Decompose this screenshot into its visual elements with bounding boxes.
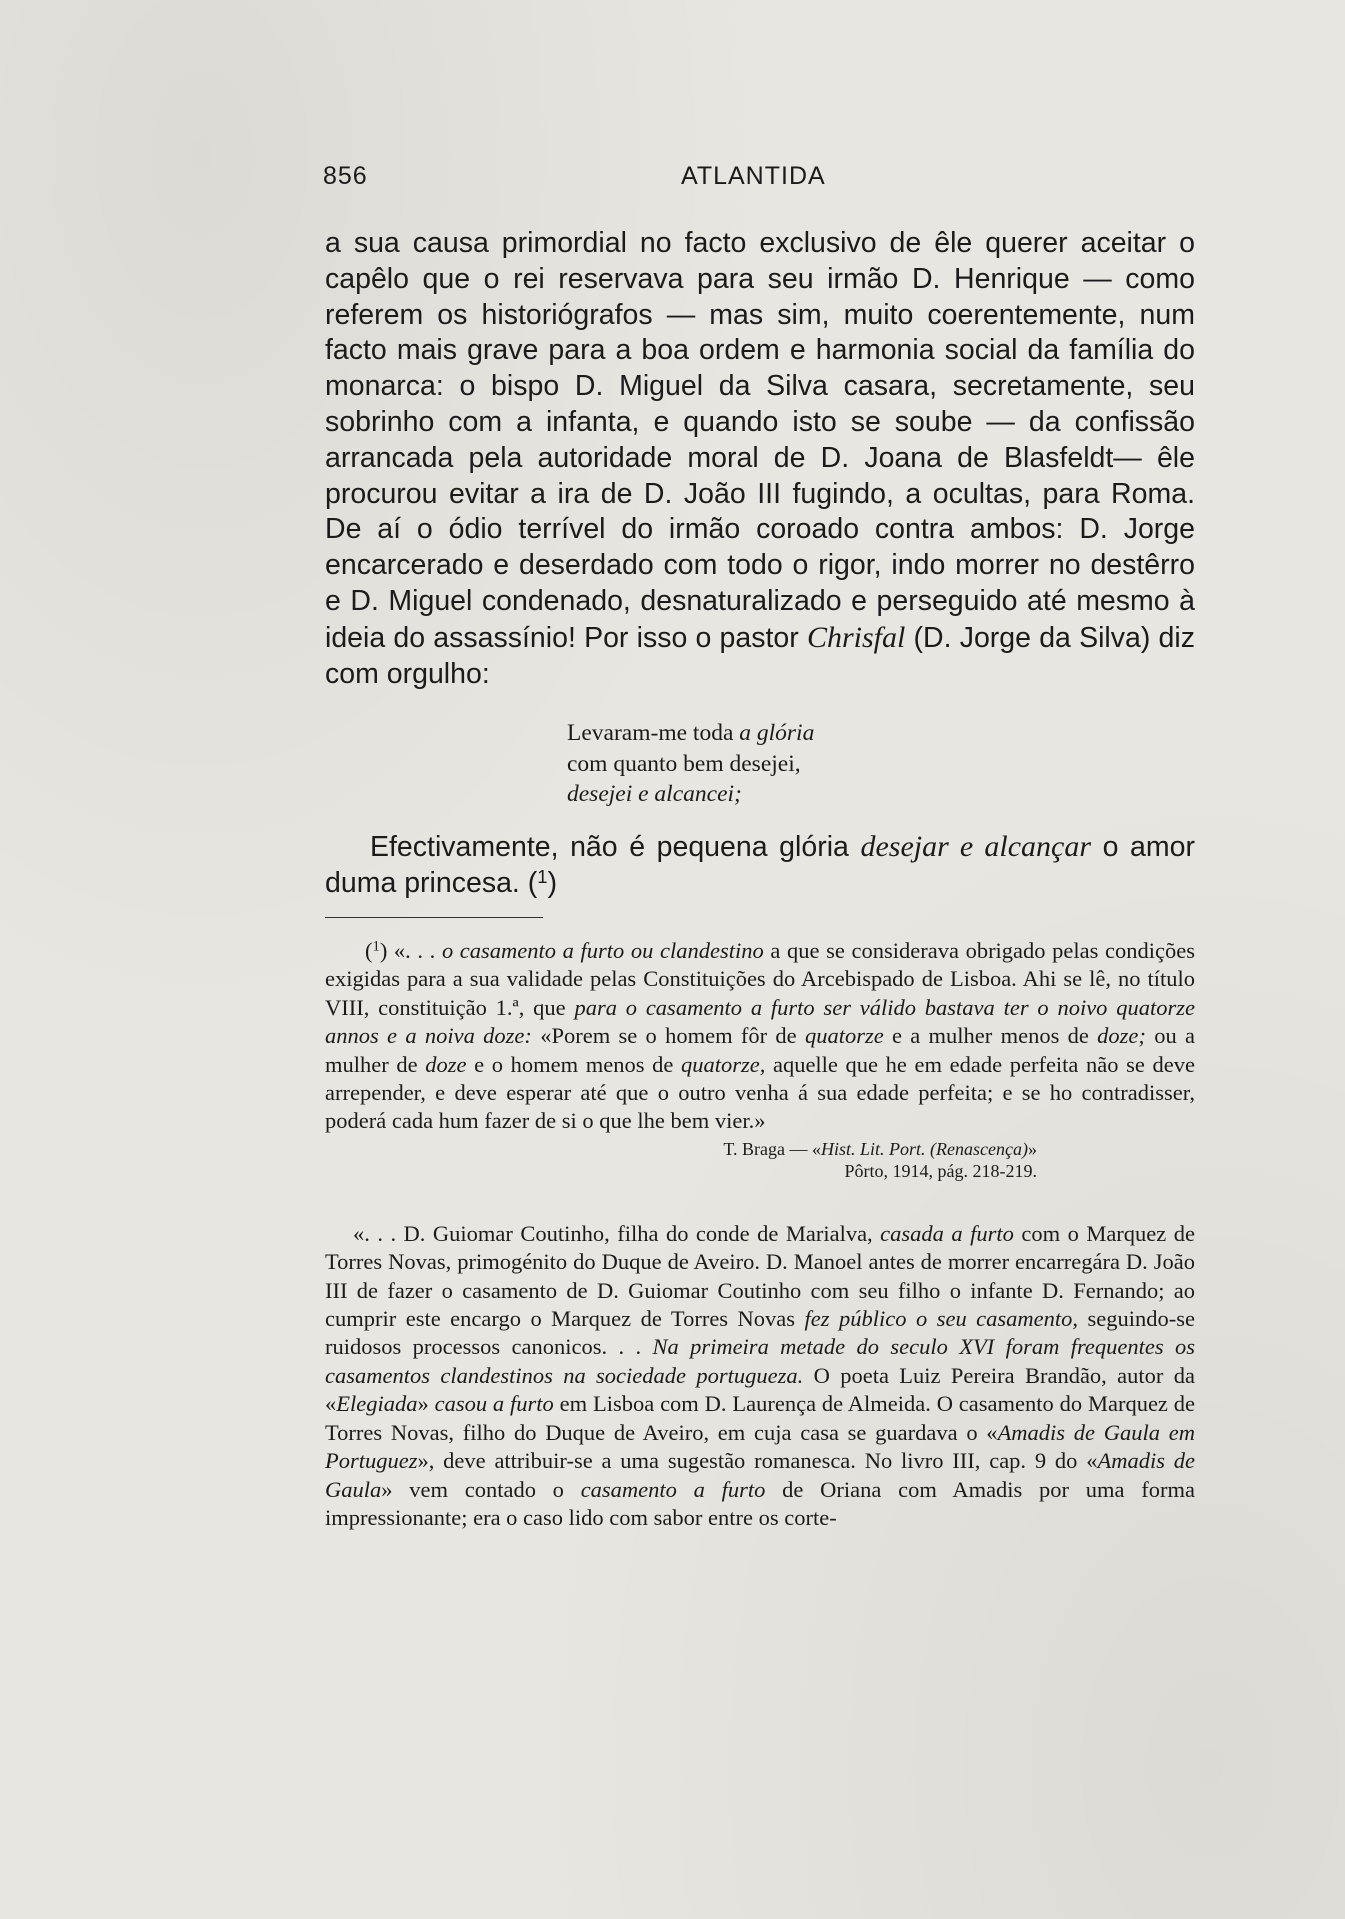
- verse-line-1-text: Levaram-me toda: [567, 720, 740, 746]
- fn2-s7: » vem contado o: [381, 1476, 581, 1502]
- fn1-i5: doze: [425, 1051, 467, 1077]
- fn1-i3: quatorze: [804, 1023, 884, 1049]
- page-number: 856: [323, 162, 368, 190]
- citation-work: Hist. Lit. Port. (Renascença): [821, 1138, 1028, 1159]
- page-header: [323, 162, 1198, 192]
- fn1-s0: ) «. . .: [379, 938, 442, 963]
- fn2-s5: em Lisboa com D. Laurença de Almeida. O casamento do Marquez de Torres Novas, filho do Duque de Aveiro, em cuja casa se guardava o «: [325, 1391, 1195, 1445]
- fn1-s6: aquelle que he em edade perfeita não se deve arrepender, e deve esperar até que o outro venha á sua edade perfeita; e se ho contradisser, poderá cada hum fazer de si o que lhe bem vier.»: [325, 1051, 1195, 1134]
- fn1-i4: doze;: [1097, 1023, 1146, 1049]
- fn2-i3: Na primeira metade do seculo XVI foram frequentes os casamentos clandestinos na sociedade portugueza.: [325, 1334, 1195, 1388]
- citation-place: Pôrto, 1914, pág. 218-219.: [844, 1160, 1037, 1181]
- footnote-reference: 1: [537, 865, 548, 887]
- fn2-i6: Amadis de Gaula em Portuguez: [325, 1419, 1195, 1474]
- fn2-s8: de Oriana com Amadis por uma forma impressionante; era o caso lido com sabor entre os corte-: [325, 1476, 1195, 1530]
- verse-line-1-italic: a glória: [739, 720, 815, 746]
- fn1-i1: o casamento a furto ou clandestino: [441, 938, 764, 963]
- fn1-s5: e o homem menos de: [466, 1051, 681, 1077]
- pastor-name: Chrisfal: [806, 620, 906, 654]
- verse-line-2: com quanto bem desejei,: [567, 750, 801, 777]
- main-paragraph-end: (D. Jorge da Silva) diz com orgulho:: [325, 621, 1195, 690]
- verse-line-1: [567, 718, 814, 749]
- footnotes: [325, 937, 1195, 1532]
- main-paragraph-text: a sua causa primordial no facto exclusivo de êle querer aceitar o capêlo que o rei reservava para seu irmão D. Henrique — como referem os historiógrafos — mas sim, muito coerentemente, num facto mais grave para a boa ordem e harmonia social da família do monarca: o bispo D. Miguel da Silva casara, secretamente, seu sobrinho com a infanta, e quando isto se soube — da confissão arrancada pela autoridade moral de D. Joana de Blasfeldt— êle procurou evitar a ira de D. João III fugindo, a ocultas, para Roma. De aí o ódio terrível do irmão coroado contra ambos: D. Jorge encarcerado e deserdado com todo o rigor, indo morrer no destêrro e D. Miguel condenado, desnaturalizado e perseguido até mesmo à ideia do assassínio! Por isso o pastor: [325, 227, 1195, 654]
- fn2-s2: seguindo-se ruidosos processos canonicos. . .: [325, 1306, 1195, 1360]
- main-paragraph: [325, 226, 1195, 692]
- fn2-i5: casou a furto: [434, 1391, 554, 1417]
- fn1-i6: quatorze,: [680, 1051, 766, 1077]
- fn2-s0: «. . . D. Guiomar Coutinho, filha do conde de Marialva,: [353, 1220, 881, 1246]
- fn2-s4: »: [417, 1391, 435, 1417]
- fn2-i4: Elegiada: [336, 1391, 418, 1417]
- closing-text-2: o amor duma princesa. (: [325, 831, 1195, 899]
- fn2-i7: Amadis de Gaula: [325, 1448, 1195, 1502]
- footnote-1: ($^1$) «. . . o casamento a furto ou clandestino a que se considerava obrigado pelas condições exigidas para a sua validade pelas Constituições do Arcebispado de Lisboa. Ahi se lê, no título VIII, constituição 1.ª, que para o casamento a furto ser válido bastava ter o noivo quatorze annos e a noiva doze: «Porem se o homem fôr de quatorze e a mulher menos de doze; ou a mulher de doze e o homem menos de quatorze, aquelle que he em edade perfeita não se deve arrepender, e deve esperar até que o outro venha á sua edade perfeita; e se ho contradisser, poderá cada hum fazer de si o que lhe bem vier.»: [325, 938, 1195, 1134]
- fn1-s4: ou a mulher de: [325, 1023, 1195, 1077]
- fn2-i2: fez público o seu casamento,: [804, 1306, 1079, 1332]
- fn1-s2: «Porem se o homem fôr de: [531, 1023, 805, 1049]
- closing-text-1: Efectivamente, não é pequena glória: [370, 831, 861, 863]
- fn2-i8: casamento a furto: [580, 1476, 766, 1502]
- citation-author: T. Braga — «: [723, 1138, 822, 1159]
- fn1-s3: e a mulher menos de: [883, 1023, 1098, 1049]
- footnote-separator: [325, 917, 543, 918]
- footnote-1-mark: 1: [372, 938, 380, 955]
- fn1-s1: a que se considerava obrigado pelas condições exigidas para a sua validade pelas Constituições do Arcebispado de Lisboa. Ahi se lê, no título VIII, constituição 1.ª, que: [325, 938, 1195, 1020]
- verse-line-3: desejei e alcancei;: [567, 781, 742, 807]
- fn2-s3: O poeta Luiz Pereira Brandão, autor da «: [325, 1362, 1195, 1417]
- running-title: ATLANTIDA: [681, 162, 826, 190]
- main-text: [325, 226, 1195, 692]
- closing-text: [325, 829, 1195, 902]
- verse-quote: [567, 718, 814, 810]
- citation: [325, 1138, 1195, 1182]
- fn2-i1: casada a furto: [880, 1220, 1014, 1246]
- fn2-s1: com o Marquez de Torres Novas, primogénito do Duque de Aveiro. D. Manoel antes de morrer encarregára D. João III de fazer o casamento de D. Guiomar Coutinho com seu filho o infante D. Fernando; ao cumprir este encargo o Marquez de Torres Novas: [325, 1220, 1195, 1332]
- closing-text-3: ): [547, 866, 558, 899]
- footnote-2: [325, 1220, 1195, 1532]
- fn1-i2: para o casamento a furto ser válido bastava ter o noivo quatorze annos e a noiva doze:: [325, 994, 1195, 1049]
- closing-paragraph: [325, 829, 1195, 902]
- citation-close: »: [1028, 1138, 1037, 1159]
- fn2-s6: », deve attribuir-se a uma sugestão romanesca. No livro III, cap. 9 do «: [417, 1448, 1098, 1474]
- closing-italic: desejar e alcançar: [860, 830, 1092, 863]
